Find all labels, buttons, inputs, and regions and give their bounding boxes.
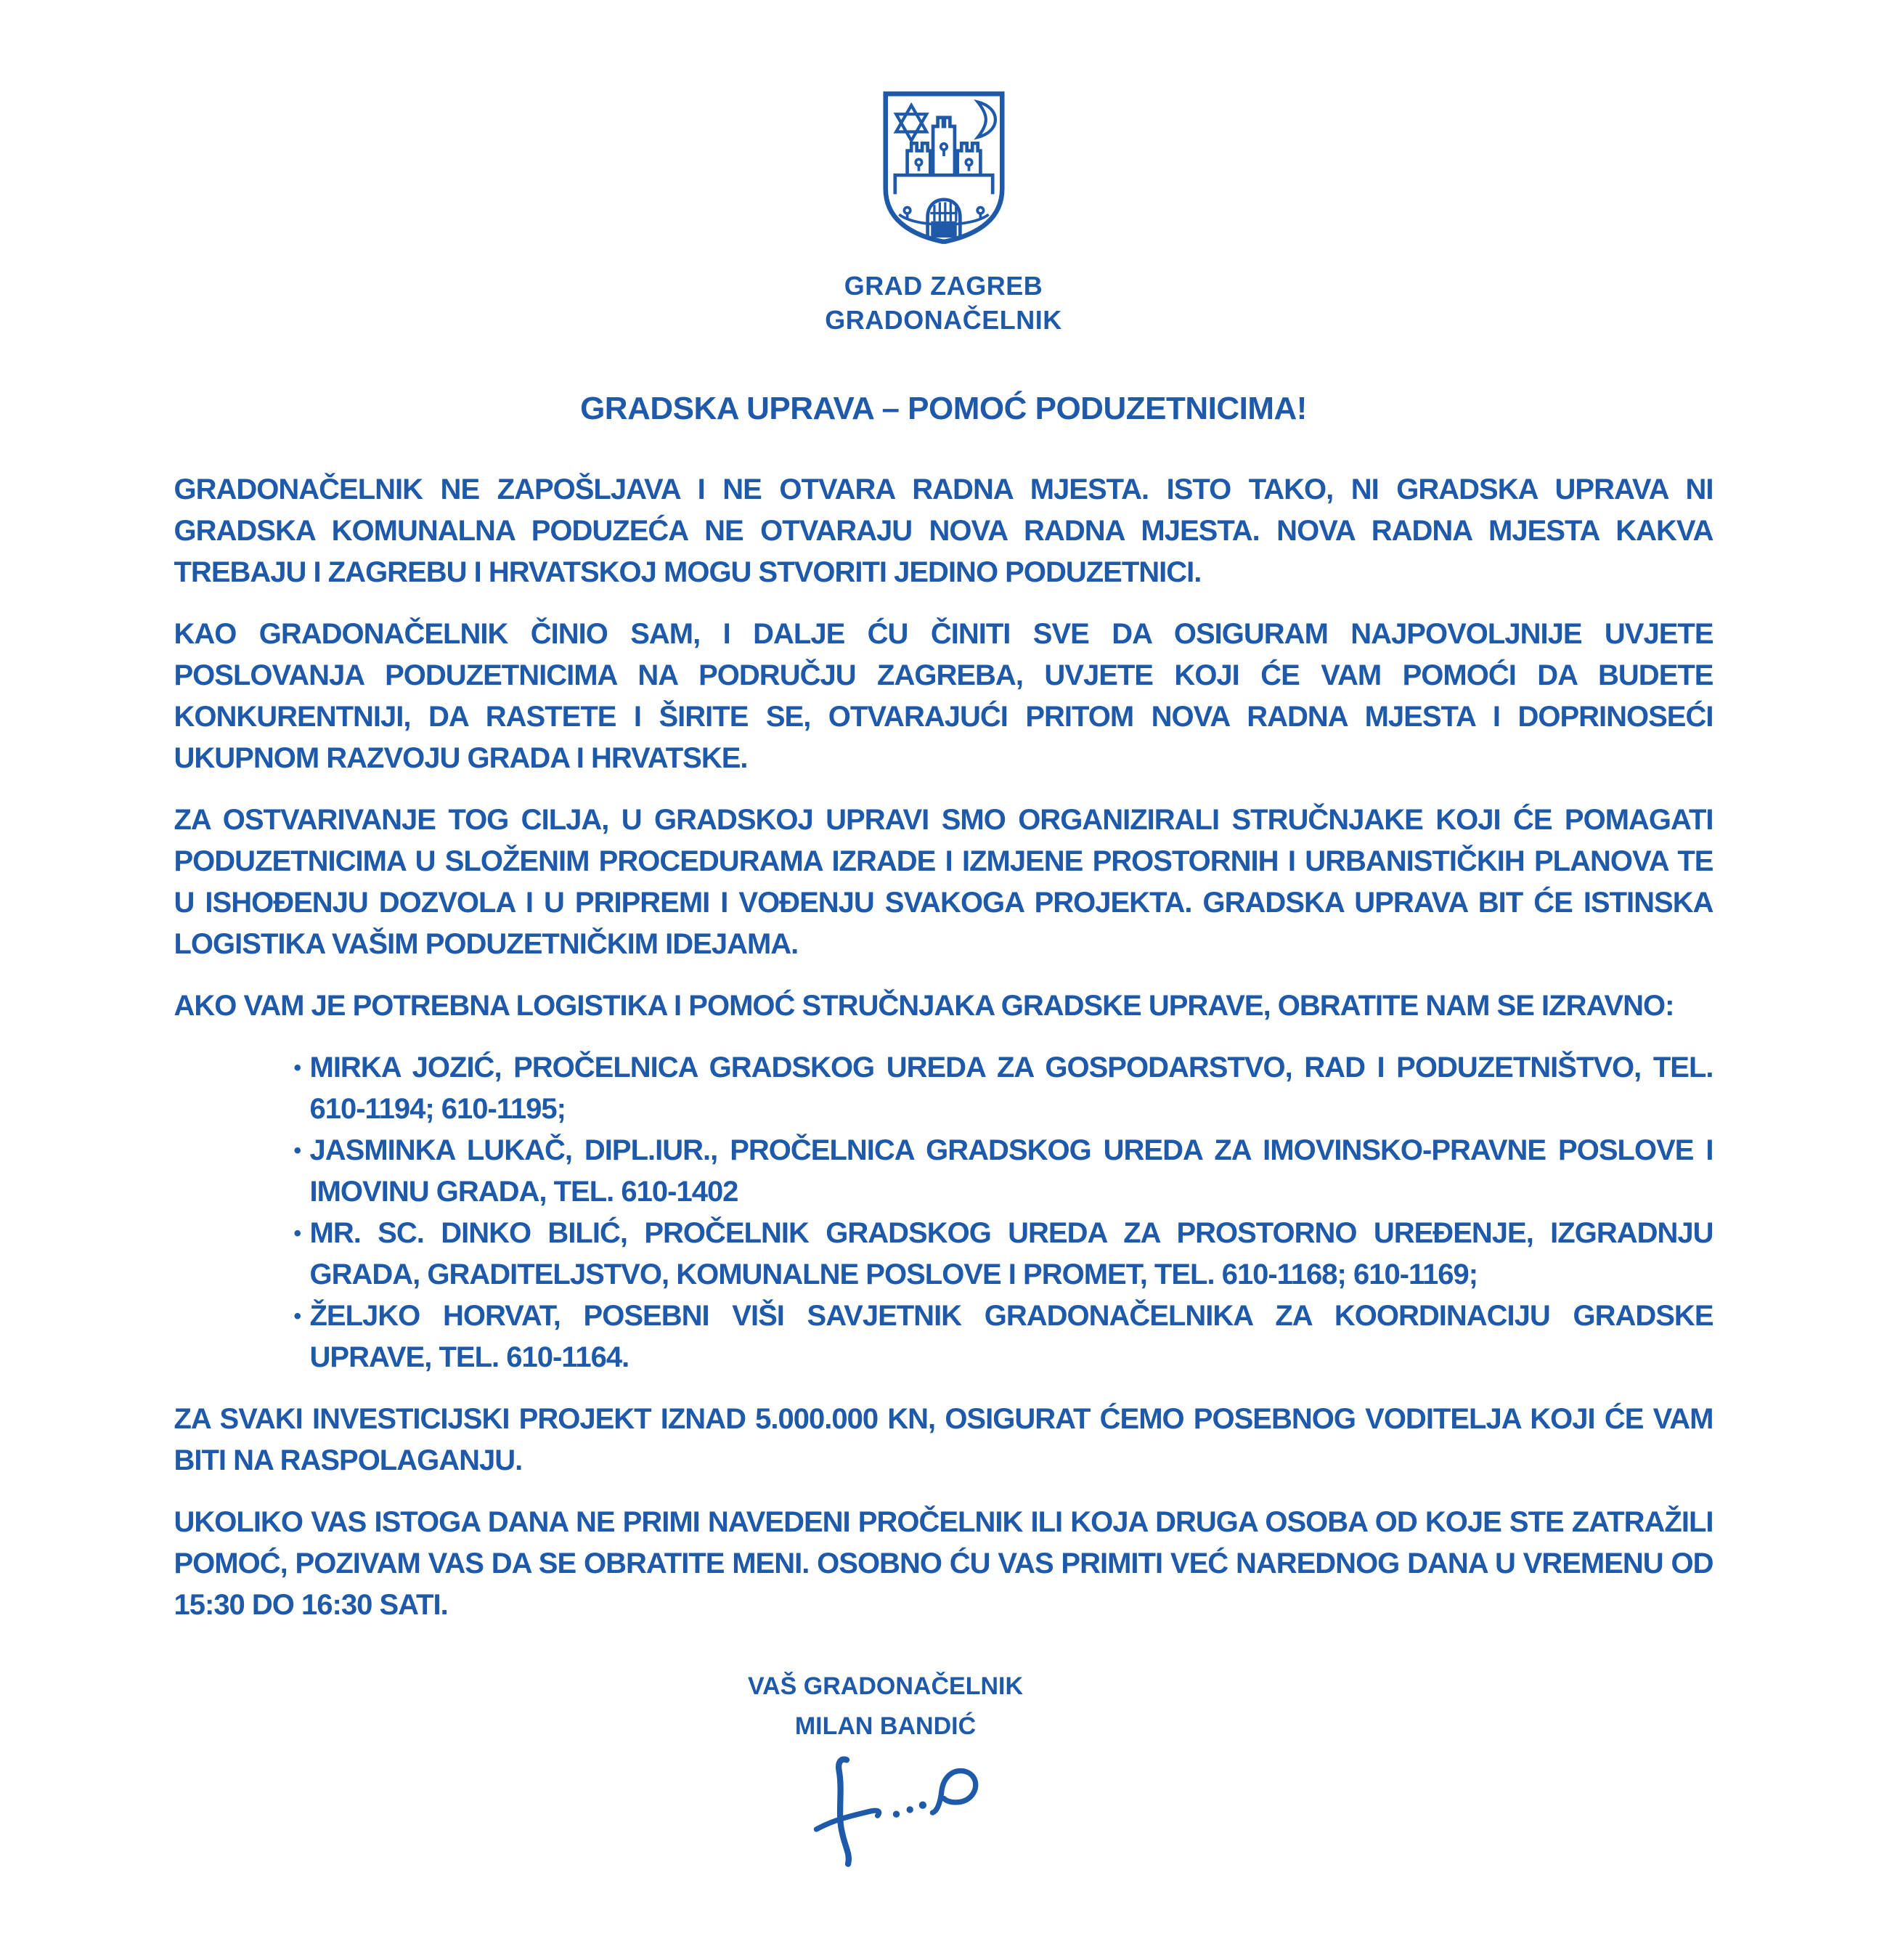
signature-name: MILAN BANDIĆ [794, 1712, 977, 1740]
org-office: GRADONAČELNIK [825, 305, 1062, 335]
paragraph-5: ZA SVAKI INVESTICIJSKI PROJEKT IZNAD 5.000.000 KN, OSIGURAT ĆEMO POSEBNOG VODITELJA KOJI ĆE VAM BITI NA RASPOLAGANJU. [174, 1403, 1713, 1476]
letterhead [0, 269, 1887, 337]
bullet-icon: • [293, 1139, 301, 1163]
org-name: GRAD ZAGREB [844, 271, 1043, 301]
paragraph-1: GRADONAČELNIK NE ZAPOŠLJAVA I NE OTVARA RADNA MJESTA. ISTO TAKO, NI GRADSKA UPRAVA NI GRADSKA KOMUNALNA PODUZEĆA NE OTVARAJU NOVA RADNA MJESTA. NOVA RADNA MJESTA KAKVA TREBAJU I ZAGREBU I HRVATSKOJ MOGU STVORITI JEDINO PODUZETNICI. [174, 473, 1713, 588]
paragraph-2: KAO GRADONAČELNIK ČINIO SAM, I DALJE ĆU ČINITI SVE DA OSIGURAM NAJPOVOLJNIJE UVJETE POSLOVANJA PODUZETNICIMA NA PODRUČJU ZAGREBA, UVJETE KOJI ĆE VAM POMOĆI DA BUDETE KONKURENTNIJI, DA RASTETE I ŠIRITE SE, OTVARAJUĆI PRITOM NOVA RADNA MJESTA I DOPRINOSEĆI UKUPNOM RAZVOJU GRADA I HRVATSKE. [174, 618, 1713, 774]
contact-entry: MR. SC. DINKO BILIĆ, PROČELNIK GRADSKOG UREDA ZA PROSTORNO UREĐENJE, IZGRADNJU GRADA, GRADITELJSTVO, KOMUNALNE POSLOVE I PROMET, TEL. 610-1168; 610-1169; [309, 1217, 1713, 1290]
paragraph-4: AKO VAM JE POTREBNA LOGISTIKA I POMOĆ STRUČNJAKA GRADSKE UPRAVE, OBRATITE NAM SE IZRAVNO: [174, 990, 1674, 1022]
list-item [294, 1296, 1713, 1378]
bullet-icon: • [293, 1304, 301, 1328]
handwritten-signature-icon [0, 1752, 1829, 1881]
list-item [294, 1213, 1713, 1296]
contact-entry: JASMINKA LUKAČ, DIPL.IUR., PROČELNICA GRADSKOG UREDA ZA IMOVINSKO-PRAVNE POSLOVE I IMOVINU GRADA, TEL. 610-1402 [309, 1134, 1713, 1208]
page-title: GRADSKA UPRAVA – POMOĆ PODUZETNICIMA! [580, 391, 1307, 426]
contact-entry: MIRKA JOZIĆ, PROČELNICA GRADSKOG UREDA ZA GOSPODARSTVO, RAD I PODUZETNIŠTVO, TEL. 610-1194; 610-1195; [309, 1052, 1713, 1125]
city-coat-of-arms-icon [875, 86, 1013, 248]
list-item [294, 1130, 1713, 1213]
signature-block [0, 1667, 1829, 1881]
signature-closing: VAŠ GRADONAČELNIK [747, 1672, 1024, 1700]
bullet-icon: • [293, 1056, 301, 1080]
contact-list [174, 1047, 1713, 1378]
contact-entry: ŽELJKO HORVAT, POSEBNI VIŠI SAVJETNIK GRADONAČELNIKA ZA KOORDINACIJU GRADSKE UPRAVE, TEL. 610-1164. [309, 1300, 1713, 1373]
bullet-icon: • [293, 1221, 301, 1245]
paragraph-3: ZA OSTVARIVANJE TOG CILJA, U GRADSKOJ UPRAVI SMO ORGANIZIRALI STRUČNJAKE KOJI ĆE POMAGATI PODUZETNICIMA U SLOŽENIM PROCEDURAMA IZRADE I IZMJENE PROSTORNIH I URBANISTIČKIH PLANOVA TE U ISHOĐENJU DOZVOLA I U PRIPREMI I VOĐENJU SVAKOGA PROJEKTA. GRADSKA UPRAVA BIT ĆE ISTINSKA LOGISTIKA VAŠIM PODUZETNIČKIM IDEJAMA. [174, 804, 1713, 960]
paragraph-6: UKOLIKO VAS ISTOGA DANA NE PRIMI NAVEDENI PROČELNIK ILI KOJA DRUGA OSOBA OD KOJE STE ZATRAŽILI POMOĆ, POZIVAM VAS DA SE OBRATITE MENI. OSOBNO ĆU VAS PRIMITI VEĆ NAREDNOG DANA U VREMENU OD 15:30 DO 16:30 SATI. [174, 1506, 1713, 1621]
letter-body [174, 469, 1713, 1626]
list-item [294, 1047, 1713, 1130]
